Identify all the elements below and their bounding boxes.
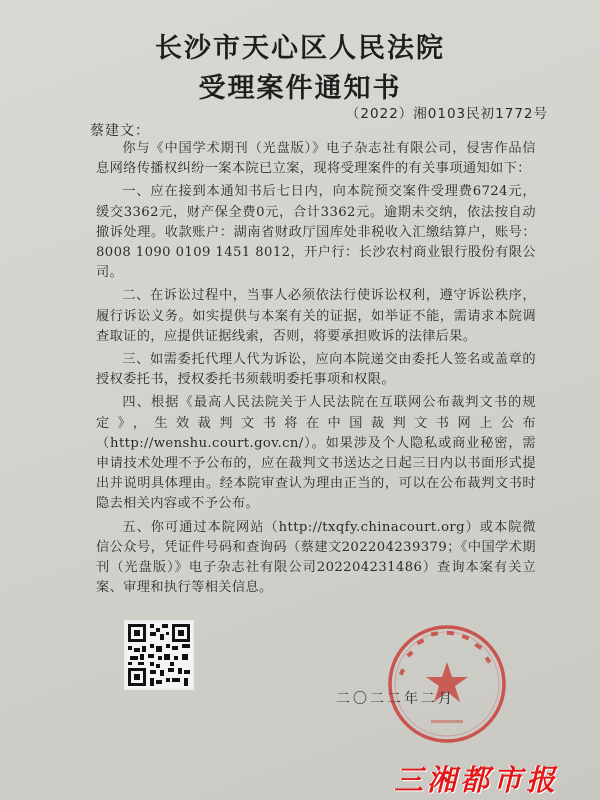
qr-code-icon[interactable] xyxy=(124,620,194,690)
issue-date: 二〇二二年二月 xyxy=(336,691,455,707)
court-seal-icon xyxy=(385,622,509,746)
item-5-query: 五、你可通过本院网站（http://txqfy.chinacourt.org）或本院微信公众号，凭证件号码和查询码（蔡建文202204239379；《中国学术期刊（光盘版）》电子杂志社有限公司202204231486）查询本案有关立案、审理和执行等相关信息。 xyxy=(96,519,536,596)
case-number: （2022）湘0103民初1772号 xyxy=(345,106,548,122)
item-3-agent: 三、如需委托代理人代为诉讼，应向本院递交由委托人签名或盖章的授权委托书，授权委托书须载明委托事项和权限。 xyxy=(96,352,536,388)
court-name-title: 长沙市天心区人民法院 xyxy=(155,33,445,64)
intro-paragraph: 你与《中国学术期刊（光盘版）》电子杂志社有限公司，侵害作品信息网络传播权纠纷一案本院已立案，现将受理案件的有关事项通知如下： xyxy=(96,141,536,177)
item-2-obligations: 二、在诉讼过程中，当事人必须依法行使诉讼权利，遵守诉讼秩序，履行诉讼义务。如实提供与本案有关的证据，如举证不能，需请求本院调查取证的，应提供证据线索，否则，将要承担败诉的法律后果。 xyxy=(96,288,536,344)
newspaper-watermark-logo: 三湘都市报 xyxy=(394,763,560,797)
addressee: 蔡建文： xyxy=(90,123,150,139)
notice-title: 受理案件通知书 xyxy=(198,73,402,104)
notice-body xyxy=(96,139,536,598)
item-4-publication: 四、根据《最高人民法院关于人民法院在互联网公布裁判文书的规定》，生效裁判文书将在中国裁判文书网上公布（http://wenshu.court.gov.cn/）。如果涉及个人隐私或商业秘密，需申请技术处理不予公布的，应在裁判文书送达之日起三日内以书面形式提出并说明具体理由。经本院审查认为理由正当的，可以在公布裁判文书时隐去相关内容或不予公布。 xyxy=(96,395,536,512)
item-1-fees: 一、应在接到本通知书后七日内，向本院预交案件受理费6724元，缓交3362元，财产保全费0元，合计3362元。逾期未交纳，依法按自动撤诉处理。收款账户：湖南省财政厅国库处非税收入汇缴结算户，账号：8008 1090 0109 1451 8012，开户行：长沙农村商业银行股份有限公司。 xyxy=(96,184,536,281)
